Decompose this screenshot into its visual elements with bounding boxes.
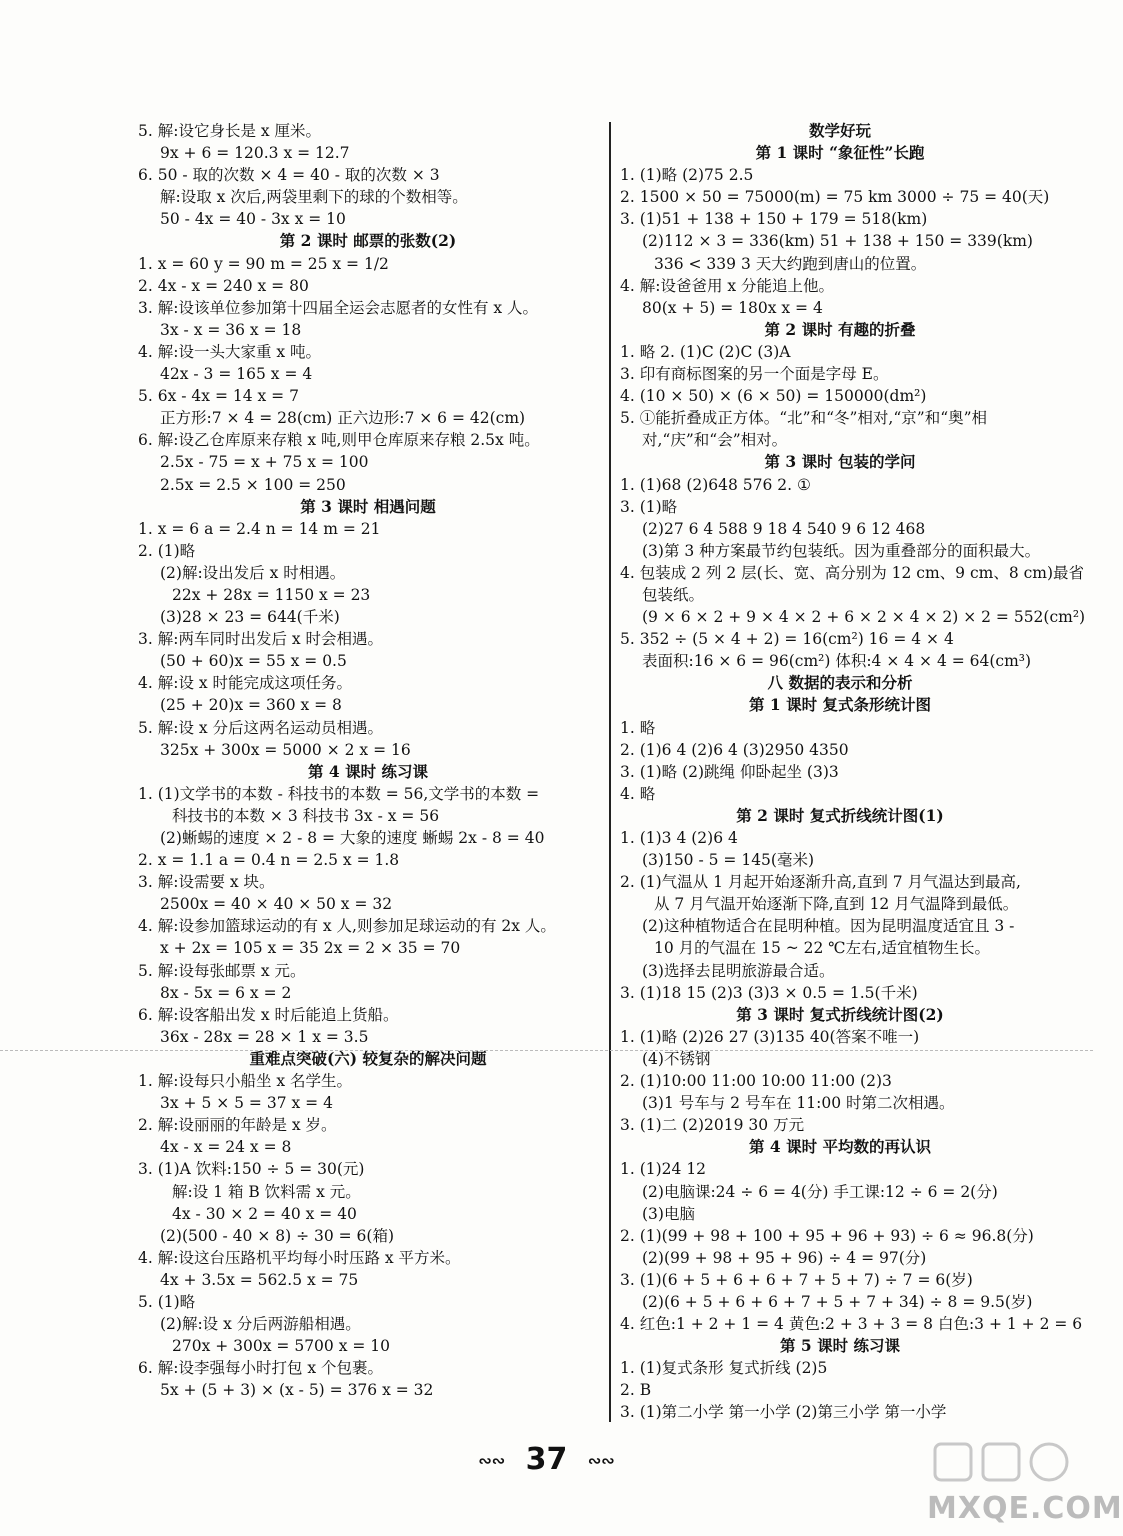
answer-line: (3)28 × 23 = 644(千米) bbox=[160, 608, 340, 627]
answer-line: 3. 解:两车同时出发后 x 时会相遇。 bbox=[138, 630, 384, 649]
answer-line: 4. (10 × 50) × (6 × 50) = 150000(dm²) bbox=[620, 387, 927, 406]
section-heading: 数学好玩 bbox=[808, 121, 871, 140]
right-column bbox=[620, 120, 1086, 1424]
section-heading: 第 2 课时 邮票的张数(2) bbox=[279, 231, 457, 251]
answer-line: 8x - 5x = 6 x = 2 bbox=[160, 983, 292, 1002]
answer-line: 3. (1)51 + 138 + 150 + 179 = 518(km) bbox=[620, 210, 928, 229]
answer-line: 1. (1)文学书的本数 - 科技书的本数 = 56,文学书的本数 = bbox=[138, 784, 540, 803]
answer-line: 6. 解:设李强每小时打包 x 个包裹。 bbox=[138, 1359, 384, 1378]
answer-line: (3)选择去昆明旅游最合适。 bbox=[642, 961, 835, 980]
answer-line: 10 月的气温在 15 ~ 22 ℃左右,适宜植物生长。 bbox=[654, 939, 991, 958]
section-heading: 第 3 课时 相遇问题 bbox=[300, 496, 436, 516]
answer-line: x + 2x = 105 x = 35 2x = 2 × 35 = 70 bbox=[160, 939, 461, 958]
section-heading: 第 3 课时 包装的学问 bbox=[764, 452, 916, 472]
answer-line: (2)解:设 x 分后两游船相遇。 bbox=[160, 1315, 361, 1334]
answer-line: 从 7 月气温开始逐渐下降,直到 12 月气温降到最低。 bbox=[654, 895, 1019, 914]
answer-line: 正方形:7 × 4 = 28(cm) 正六边形:7 × 6 = 42(cm) bbox=[160, 409, 526, 428]
left-column bbox=[138, 120, 598, 1401]
answer-line: 42x - 3 = 165 x = 4 bbox=[160, 365, 313, 384]
answer-line: 3. (1)A 饮料:150 ÷ 5 = 30(元) bbox=[138, 1160, 365, 1179]
section-heading: 第 1 课时 复式条形统计图 bbox=[749, 695, 931, 715]
answer-line: 3. 解:设需要 x 块。 bbox=[138, 873, 275, 892]
answer-line: 2. 4x - x = 240 x = 80 bbox=[138, 276, 309, 295]
answer-line: 1. 略 2. (1)C (2)C (3)A bbox=[620, 342, 791, 361]
fold-line bbox=[0, 1050, 1093, 1051]
answer-line: 80(x + 5) = 180x x = 4 bbox=[642, 298, 823, 317]
answer-line: 50 - 4x = 40 - 3x x = 10 bbox=[160, 210, 346, 229]
answer-line: 4. 略 bbox=[620, 784, 656, 803]
answer-line: (3)第 3 种方案最节约包装纸。因为重叠部分的面积最大。 bbox=[642, 541, 1041, 560]
answer-line: 36x - 28x = 28 × 1 x = 3.5 bbox=[160, 1027, 369, 1046]
answer-line: 5. 352 ÷ (5 × 4 + 2) = 16(cm²) 16 = 4 × 4 bbox=[620, 630, 954, 649]
answer-line: (2)112 × 3 = 336(km) 51 + 138 + 150 = 339(km) bbox=[642, 232, 1033, 251]
answer-line: 解:设 1 箱 B 饮料需 x 元。 bbox=[172, 1182, 361, 1201]
answer-line: 5. 解:设它身长是 x 厘米。 bbox=[138, 122, 322, 140]
answer-line: 1. 解:设每只小船坐 x 名学生。 bbox=[138, 1072, 353, 1091]
answer-line: 5. 解:设每张邮票 x 元。 bbox=[138, 961, 306, 980]
answer-line: 4. 解:设爸爸用 x 分能追上他。 bbox=[620, 276, 835, 295]
answer-line: 1. (1)略 (2)26 27 (3)135 40(答案不唯一) bbox=[620, 1027, 920, 1046]
answer-line: (2)(99 + 98 + 95 + 96) ÷ 4 = 97(分) bbox=[642, 1248, 927, 1267]
watermark-logo-icon bbox=[927, 1436, 1077, 1496]
answer-line: 4. 包装成 2 列 2 层(长、宽、高分别为 12 cm、9 cm、8 cm)最省 bbox=[620, 563, 1085, 582]
answer-line: 270x + 300x = 5700 x = 10 bbox=[172, 1337, 391, 1356]
answer-line: 5. ①能折叠成正方体。“北”和“冬”相对,“京”和“奥”相 bbox=[620, 409, 988, 428]
answer-line: 3x + 5 × 5 = 37 x = 4 bbox=[160, 1094, 333, 1113]
answer-line: 2. (1)气温从 1 月起开始逐渐升高,直到 7 月气温达到最高, bbox=[620, 873, 1021, 892]
answer-line: 2500x = 40 × 40 × 50 x = 32 bbox=[160, 895, 393, 914]
answer-line: 解:设取 x 次后,两袋里剩下的球的个数相等。 bbox=[160, 188, 468, 207]
answer-line: 4. 解:设这台压路机平均每小时压路 x 平方米。 bbox=[138, 1248, 461, 1267]
watermark-text: MXQE.COM bbox=[927, 1491, 1123, 1526]
answer-line: (2)(6 + 5 + 6 + 6 + 7 + 5 + 7 + 34) ÷ 8 = 9.5(岁) bbox=[642, 1292, 1033, 1311]
answer-line: 2. x = 1.1 a = 0.4 n = 2.5 x = 1.8 bbox=[138, 851, 400, 870]
answer-line: 4x + 3.5x = 562.5 x = 75 bbox=[160, 1270, 359, 1289]
answer-line: 3. (1)18 15 (2)3 (3)3 × 0.5 = 1.5(千米) bbox=[620, 983, 918, 1002]
answer-line: 2. (1)10:00 11:00 10:00 11:00 (2)3 bbox=[620, 1072, 892, 1091]
answer-line: 3. (1)(6 + 5 + 6 + 6 + 7 + 5 + 7) ÷ 7 = 6(岁) bbox=[620, 1270, 973, 1289]
watermark bbox=[927, 1436, 1123, 1526]
answer-line: (3)电脑 bbox=[642, 1204, 695, 1223]
answer-line: 4. 解:设一头大家重 x 吨。 bbox=[138, 342, 322, 361]
section-heading: 重难点突破(六) 较复杂的解决问题 bbox=[249, 1048, 487, 1068]
column-divider bbox=[609, 122, 611, 1422]
answer-line: (2)这种植物适合在昆明种植。因为昆明温度适宜且 3 - bbox=[642, 917, 1015, 936]
section-heading: 第 2 课时 有趣的折叠 bbox=[764, 319, 916, 339]
section-heading: 第 4 课时 平均数的再认识 bbox=[749, 1137, 931, 1157]
section-heading: 第 4 课时 练习课 bbox=[308, 761, 428, 781]
page-number: 37 bbox=[525, 1442, 568, 1477]
section-heading: 第 1 课时 “象征性”长跑 bbox=[755, 143, 925, 163]
answer-line: 3. (1)略 bbox=[620, 497, 678, 516]
answer-line: 2. (1)略 bbox=[138, 541, 196, 560]
answer-line: 5. (1)略 bbox=[138, 1292, 196, 1311]
answer-line: 3. (1)二 (2)2019 30 万元 bbox=[620, 1116, 805, 1135]
answer-line: 4x - x = 24 x = 8 bbox=[160, 1138, 292, 1157]
answer-line: 1. (1)略 (2)75 2.5 bbox=[620, 166, 754, 185]
answer-line: 对,“庆”和“会”相对。 bbox=[642, 431, 788, 450]
answer-line: 2.5x = 2.5 × 100 = 250 bbox=[160, 475, 346, 494]
answer-line: (2)蜥蜴的速度 × 2 - 8 = 大象的速度 蜥蜴 2x - 8 = 40 bbox=[160, 829, 545, 847]
answer-line: 4. 解:设参加篮球运动的有 x 人,则参加足球运动的有 2x 人。 bbox=[138, 917, 556, 936]
answer-line: 3. 印有商标图案的另一个面是字母 E。 bbox=[620, 365, 889, 384]
answer-line: 4. 红色:1 + 2 + 1 = 4 黄色:2 + 3 + 3 = 8 白色:3 + 1 + 2 = 6 bbox=[620, 1315, 1083, 1334]
answer-line: 1. (1)复式条形 复式折线 (2)5 bbox=[620, 1359, 828, 1378]
answer-line: 22x + 28x = 1150 x = 23 bbox=[172, 585, 371, 604]
answer-line: 3. (1)第二小学 第一小学 (2)第三小学 第一小学 bbox=[620, 1403, 947, 1422]
answer-line: 2. 解:设丽丽的年龄是 x 岁。 bbox=[138, 1116, 337, 1135]
answer-line: 1. x = 60 y = 90 m = 25 x = 1/2 bbox=[138, 254, 389, 273]
answer-line: 2. (1)6 4 (2)6 4 (3)2950 4350 bbox=[620, 740, 849, 759]
answer-line: 表面积:16 × 6 = 96(cm²) 体积:4 × 4 × 4 = 64(cm³) bbox=[642, 652, 1032, 671]
answer-line: (9 × 6 × 2 + 9 × 4 × 2 + 6 × 2 × 4 × 2) × 2 = 552(cm²) bbox=[642, 608, 1086, 627]
answer-line: 2. (1)(99 + 98 + 100 + 95 + 96 + 93) ÷ 6 ≈ 96.8(分) bbox=[620, 1226, 1034, 1245]
answer-line: 3x - x = 36 x = 18 bbox=[160, 320, 302, 339]
answer-line: 1. (1)24 12 bbox=[620, 1160, 707, 1179]
answer-line: 6. 解:设乙仓库原来存粮 x 吨,则甲仓库原来存粮 2.5x 吨。 bbox=[138, 431, 540, 450]
answer-line: 6. 50 - 取的次数 × 4 = 40 - 取的次数 × 3 bbox=[138, 166, 440, 185]
answer-line: 325x + 300x = 5000 × 2 x = 16 bbox=[160, 740, 411, 759]
answer-line: 6. 解:设客船出发 x 时后能追上货船。 bbox=[138, 1005, 399, 1024]
section-heading: 第 5 课时 练习课 bbox=[780, 1336, 900, 1356]
answer-line: 包装纸。 bbox=[642, 585, 705, 604]
answer-line: 9x + 6 = 120.3 x = 12.7 bbox=[160, 144, 350, 163]
answer-line: (3)150 - 5 = 145(毫米) bbox=[642, 851, 815, 870]
answer-line: (3)1 号车与 2 号车在 11:00 时第二次相遇。 bbox=[642, 1094, 955, 1113]
answer-line: (25 + 20)x = 360 x = 8 bbox=[160, 696, 342, 715]
answer-line: 3. (1)略 (2)跳绳 仰卧起坐 (3)3 bbox=[620, 762, 839, 781]
answer-line: (2)解:设出发后 x 时相遇。 bbox=[160, 563, 346, 582]
ornament-left-icon: ∾∾ bbox=[478, 1451, 506, 1470]
answer-line: 2. 1500 × 50 = 75000(m) = 75 km 3000 ÷ 75 = 40(天) bbox=[620, 188, 1050, 207]
answer-line: 2.5x - 75 = x + 75 x = 100 bbox=[160, 453, 369, 472]
answer-line: 1. (1)3 4 (2)6 4 bbox=[620, 829, 738, 847]
answer-line: 336 < 339 3 天大约跑到唐山的位置。 bbox=[654, 254, 927, 273]
ornament-right-icon: ∾∾ bbox=[587, 1451, 615, 1470]
section-heading: 八 数据的表示和分析 bbox=[767, 673, 913, 693]
section-heading: 第 3 课时 复式折线统计图(2) bbox=[736, 1004, 944, 1024]
answer-line: (2)27 6 4 588 9 18 4 540 9 6 12 468 bbox=[642, 519, 926, 538]
answer-line: (2)(500 - 40 × 8) ÷ 30 = 6(箱) bbox=[160, 1226, 395, 1245]
section-heading: 第 2 课时 复式折线统计图(1) bbox=[736, 805, 944, 825]
answer-line: 5. 6x - 4x = 14 x = 7 bbox=[138, 387, 299, 406]
answer-line: 1. x = 6 a = 2.4 n = 14 m = 21 bbox=[138, 519, 381, 538]
answer-line: 2. B bbox=[620, 1381, 652, 1400]
answer-line: 5x + (5 + 3) × (x - 5) = 376 x = 32 bbox=[160, 1381, 434, 1400]
answer-line: (2)电脑课:24 ÷ 6 = 4(分) 手工课:12 ÷ 6 = 2(分) bbox=[642, 1182, 998, 1201]
answer-line: 1. 略 bbox=[620, 718, 656, 737]
answer-line: 4x - 30 × 2 = 40 x = 40 bbox=[172, 1204, 357, 1223]
answer-line: 5. 解:设 x 分后这两名运动员相遇。 bbox=[138, 718, 384, 737]
answer-line: 1. (1)68 (2)648 576 2. ① bbox=[620, 475, 811, 494]
answer-line: 4. 解:设 x 时能完成这项任务。 bbox=[138, 674, 353, 693]
answer-line: 科技书的本数 × 3 科技书 3x - x = 56 bbox=[172, 806, 440, 825]
answer-line: 3. 解:设该单位参加第十四届全运会志愿者的女性有 x 人。 bbox=[138, 298, 539, 317]
answer-line: (50 + 60)x = 55 x = 0.5 bbox=[160, 652, 347, 671]
answer-line: (4)不锈钢 bbox=[642, 1049, 711, 1068]
